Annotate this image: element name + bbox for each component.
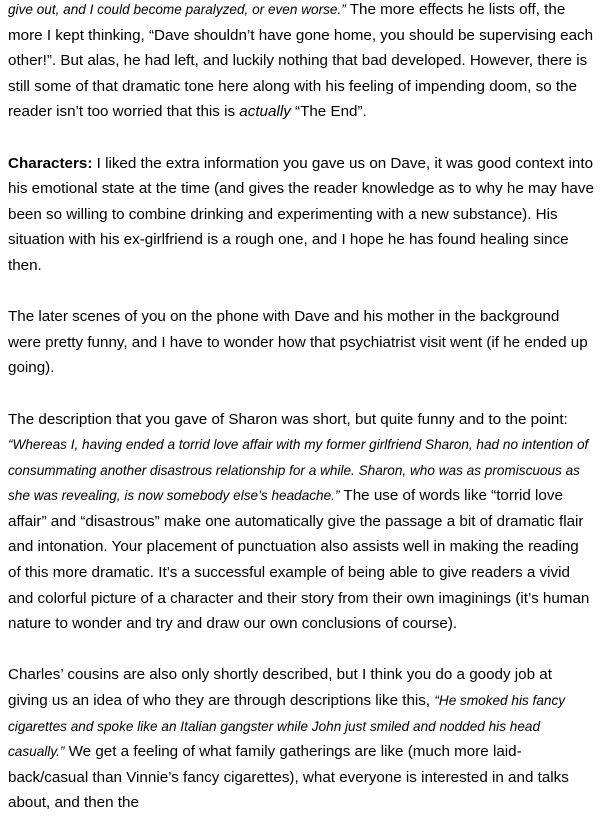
paragraph-characters — [8, 151, 594, 279]
paragraph-cousins — [8, 662, 594, 816]
paragraph-gap — [8, 637, 594, 663]
document-body — [8, 0, 594, 816]
paragraph-gap — [8, 279, 594, 305]
cousins-quote: “He smoked his fancy cigarettes and spoke like an Italian gangster while John just smiled and nodded his head casually.” — [8, 693, 566, 760]
paragraph-text: The use of words like “torrid love affair” and “disastrous” make one automatically give the passage a bit of dramatic flair and intonation. Your placement of punctuation also assists well in making the reading of this more dramatic. It’s a successful example of being able to give readers a vivid and colorful picture of a character and their story from their own imaginings (it’s human nature to wonder and try and draw our own conclusions of course). — [8, 487, 590, 633]
paragraph-phone-scenes — [8, 304, 594, 381]
paragraph-gap — [8, 381, 594, 407]
paragraph-text: “The End”. — [290, 103, 367, 121]
paragraph-text: The more effects he lists off, the more I kept thinking, “Dave shouldn’t have gone home, you should be supervising each other!”. But alas, he had left, and luckily nothing that bad developed. However, there is still some of that dramatic tone here along with his feeling of impending doom, so the reader isn’t too worried that this is — [8, 1, 594, 121]
dave-quote: give out, and I could become paralyzed, or even worse.” — [8, 2, 346, 17]
paragraph-text: The later scenes of you on the phone with Dave and his mother in the background were pretty funny, and I have to wonder how that psychiatrist visit went (if he ended up going). — [8, 308, 588, 377]
paragraph-text: We get a feeling of what family gatherings are like (much more laid-back/casual than Vinnie’s fancy cigarettes), what everyone is interested in and talks about, and then the — [8, 743, 569, 812]
sharon-quote: “Whereas I, having ended a torrid love affair with my former girlfriend Sharon, had no intention of consummating another disastrous relationship for a while. Sharon, who was as promiscuous as she was revealing, is now somebody else’s headache.” — [8, 437, 589, 504]
emphasis-actually: actually — [239, 103, 291, 121]
paragraph-gap — [8, 125, 594, 151]
paragraph-text: I liked the extra information you gave us on Dave, it was good context into his emotional state at the time (and gives the reader knowledge as to why he may have been so willing to combine drinking and experimenting with a new substance). His situation with his ex-girlfriend is a rough one, and I hope he has found healing since then. — [8, 154, 594, 274]
paragraph-text: The description that you gave of Sharon was short, but quite funny and to the point: — [8, 410, 568, 428]
paragraph-text: Charles’ cousins are also only shortly described, but I think you do a goody job at giving us an idea of who they are through descriptions like this, — [8, 666, 552, 710]
section-label-characters: Characters: — [8, 154, 93, 172]
paragraph-sharon — [8, 407, 594, 637]
paragraph-dave-effects — [8, 0, 594, 125]
